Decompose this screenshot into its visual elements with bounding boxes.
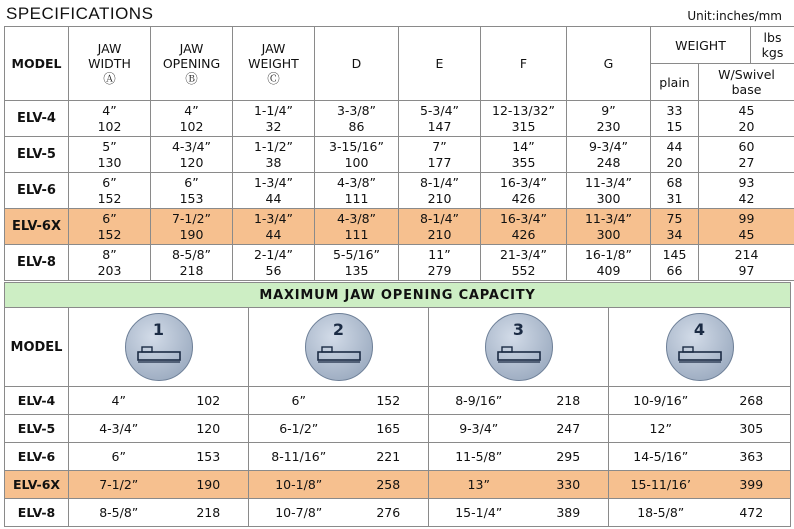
position-2-cell — [249, 308, 429, 387]
table-row — [5, 415, 791, 443]
model-cell: ELV-6 — [5, 443, 69, 471]
value-cell — [315, 245, 399, 281]
inch-value: 16-3/4” — [499, 174, 547, 190]
page-title: SPECIFICATIONS — [6, 4, 154, 23]
value-cell — [651, 209, 699, 245]
header-line: JAW — [97, 41, 122, 56]
metric-value: 399 — [713, 471, 791, 499]
inch-value: 11-5/8” — [429, 443, 529, 471]
metric-value: 34 — [666, 226, 683, 242]
metric-value: 102 — [169, 387, 249, 415]
inch-value: 4” — [184, 102, 199, 118]
metric-value: 56 — [265, 262, 282, 278]
metric-value: 363 — [713, 443, 791, 471]
position-number: 3 — [512, 320, 525, 339]
table-row — [5, 101, 794, 137]
value-cell — [481, 245, 567, 281]
metric-value: 44 — [265, 226, 282, 242]
inch-value: 9-3/4” — [429, 415, 529, 443]
inch-value: 2-1/4” — [253, 246, 294, 262]
value-cell — [699, 173, 794, 209]
metric-value: 426 — [511, 226, 536, 242]
value-cell — [399, 137, 481, 173]
inch-value: 4-3/4” — [171, 138, 212, 154]
inch-value: 8-5/8” — [171, 246, 212, 262]
metric-value: 300 — [596, 226, 621, 242]
value-cell — [233, 245, 315, 281]
metric-value: 44 — [265, 190, 282, 206]
metric-value: 153 — [169, 443, 249, 471]
inch-value: 15-1/4” — [429, 499, 529, 527]
position-3-cell — [429, 308, 609, 387]
inch-value: 3-15/16” — [329, 138, 384, 154]
plain-header: plain — [651, 64, 699, 101]
model-header: MODEL — [5, 308, 69, 387]
model-cell: ELV-5 — [5, 137, 69, 173]
value-cell — [399, 245, 481, 281]
metric-value: 20 — [666, 154, 683, 170]
value-cell — [481, 101, 567, 137]
capacity-table — [4, 282, 791, 527]
inch-value: 8-11/16” — [249, 443, 349, 471]
metric-value: 203 — [97, 262, 122, 278]
metric-value: 27 — [738, 154, 755, 170]
inch-value: 8” — [102, 246, 117, 262]
inch-value: 4-3/4” — [69, 415, 169, 443]
metric-value: 20 — [738, 118, 755, 134]
metric-value: 258 — [349, 471, 429, 499]
metric-value: 120 — [169, 415, 249, 443]
value-cell — [233, 173, 315, 209]
metric-value: 66 — [666, 262, 683, 278]
inch-value: 16-1/8” — [584, 246, 632, 262]
jaw-position-icon — [125, 313, 193, 381]
table-row — [5, 245, 794, 281]
position-number: 2 — [332, 320, 345, 339]
metric-value: 165 — [349, 415, 429, 443]
inch-value: 5” — [102, 138, 117, 154]
inch-value: 4” — [69, 387, 169, 415]
metric-value: 152 — [349, 387, 429, 415]
metric-value: 120 — [179, 154, 204, 170]
swivel-label: W/Swivel — [718, 67, 775, 82]
value-cell — [699, 101, 794, 137]
base-label: base — [731, 82, 762, 97]
metric-value: 426 — [511, 190, 536, 206]
model-cell: ELV-4 — [5, 101, 69, 137]
g-header: G — [567, 27, 651, 101]
f-header: F — [481, 27, 567, 101]
metric-value: 295 — [529, 443, 609, 471]
inch-value: 1-1/2” — [253, 138, 294, 154]
metric-value: 279 — [427, 262, 452, 278]
metric-value: 472 — [713, 499, 791, 527]
metric-value: 248 — [596, 154, 621, 170]
inch-value: 214 — [734, 246, 759, 262]
value-cell — [651, 101, 699, 137]
inch-value: 12” — [609, 415, 713, 443]
swivel-header — [699, 64, 794, 101]
value-cell — [69, 137, 151, 173]
inch-value: 11” — [428, 246, 451, 262]
value-cell — [315, 101, 399, 137]
value-cell — [69, 245, 151, 281]
value-cell — [399, 209, 481, 245]
inch-value: 60 — [738, 138, 755, 154]
inch-value: 11-3/4” — [584, 210, 632, 226]
inch-value: 4-3/8” — [336, 210, 377, 226]
inch-value: 10-1/8” — [249, 471, 349, 499]
metric-value: 111 — [344, 190, 369, 206]
inch-value: 5-3/4” — [419, 102, 460, 118]
metric-value: 177 — [427, 154, 452, 170]
metric-value: 31 — [666, 190, 683, 206]
value-cell — [651, 137, 699, 173]
inch-value: 12-13/32” — [492, 102, 555, 118]
weight-header: WEIGHT — [651, 27, 751, 64]
specifications-table — [4, 26, 794, 281]
inch-value: 9” — [601, 102, 616, 118]
jaw-width-header — [69, 27, 151, 101]
value-cell — [151, 209, 233, 245]
metric-value: 97 — [738, 262, 755, 278]
value-cell — [233, 209, 315, 245]
value-cell — [233, 137, 315, 173]
value-cell — [651, 245, 699, 281]
metric-value: 210 — [427, 226, 452, 242]
inch-value: 4” — [102, 102, 117, 118]
metric-value: 218 — [529, 387, 609, 415]
model-header: MODEL — [5, 27, 69, 101]
metric-value: 32 — [265, 118, 282, 134]
metric-value: 210 — [427, 190, 452, 206]
value-cell — [69, 101, 151, 137]
position-number: 1 — [152, 320, 165, 339]
table-row — [5, 209, 794, 245]
jaw-position-icon — [666, 313, 734, 381]
metric-value: 100 — [344, 154, 369, 170]
header-symbol: Ⓒ — [267, 71, 280, 86]
table-row — [5, 471, 791, 499]
inch-value: 45 — [738, 102, 755, 118]
metric-value: 45 — [738, 226, 755, 242]
inch-value: 93 — [738, 174, 755, 190]
metric-value: 268 — [713, 387, 791, 415]
value-cell — [315, 209, 399, 245]
metric-value: 111 — [344, 226, 369, 242]
header-symbol: Ⓐ — [103, 71, 116, 86]
inch-value: 4-3/8” — [336, 174, 377, 190]
metric-value: 38 — [265, 154, 282, 170]
inch-value: 14-5/16” — [609, 443, 713, 471]
inch-value: 15-11/16’ — [609, 471, 713, 499]
value-cell — [699, 137, 794, 173]
inch-value: 9-3/4” — [588, 138, 629, 154]
metric-value: 409 — [596, 262, 621, 278]
inch-value: 75 — [666, 210, 683, 226]
header-line: WEIGHT — [248, 56, 299, 71]
inch-value: 145 — [662, 246, 687, 262]
value-cell — [481, 173, 567, 209]
kgs-label: kgs — [761, 45, 784, 60]
inch-value: 7” — [432, 138, 447, 154]
inch-value: 6” — [184, 174, 199, 190]
metric-value: 300 — [596, 190, 621, 206]
metric-value: 130 — [97, 154, 122, 170]
value-cell — [399, 101, 481, 137]
metric-value: 218 — [169, 499, 249, 527]
lbs-label: lbs — [763, 30, 782, 45]
metric-value: 221 — [349, 443, 429, 471]
header-line: JAW — [261, 41, 286, 56]
inch-value: 68 — [666, 174, 683, 190]
unit-header — [751, 27, 794, 64]
inch-value: 1-1/4” — [253, 102, 294, 118]
metric-value: 147 — [427, 118, 452, 134]
jaw-opening-header — [151, 27, 233, 101]
inch-value: 7-1/2” — [171, 210, 212, 226]
metric-value: 42 — [738, 190, 755, 206]
metric-value: 190 — [179, 226, 204, 242]
position-1-cell — [69, 308, 249, 387]
value-cell — [699, 245, 794, 281]
capacity-banner: MAXIMUM JAW OPENING CAPACITY — [5, 283, 791, 308]
inch-value: 7-1/2” — [69, 471, 169, 499]
inch-value: 21-3/4” — [499, 246, 547, 262]
inch-value: 8-5/8” — [69, 499, 169, 527]
header-line: JAW — [179, 41, 204, 56]
inch-value: 8-9/16” — [429, 387, 529, 415]
inch-value: 6” — [69, 443, 169, 471]
metric-value: 355 — [511, 154, 536, 170]
value-cell — [567, 101, 651, 137]
value-cell — [567, 245, 651, 281]
value-cell — [651, 173, 699, 209]
inch-value: 33 — [666, 102, 683, 118]
inch-value: 1-3/4” — [253, 174, 294, 190]
metric-value: 218 — [179, 262, 204, 278]
jaw-weight-header — [233, 27, 315, 101]
table-row — [5, 499, 791, 527]
header-line: WIDTH — [88, 56, 131, 71]
metric-value: 102 — [179, 118, 204, 134]
inch-value: 8-1/4” — [419, 210, 460, 226]
metric-value: 153 — [179, 190, 204, 206]
inch-value: 5-5/16” — [332, 246, 380, 262]
unit-label: Unit:inches/mm — [687, 9, 782, 23]
metric-value: 330 — [529, 471, 609, 499]
model-cell: ELV-8 — [5, 245, 69, 281]
value-cell — [399, 173, 481, 209]
inch-value: 16-3/4” — [499, 210, 547, 226]
inch-value: 99 — [738, 210, 755, 226]
header-line: OPENING — [162, 56, 221, 71]
jaw-position-icon — [485, 313, 553, 381]
table-row — [5, 137, 794, 173]
jaw-position-icon — [305, 313, 373, 381]
model-cell: ELV-6X — [5, 209, 69, 245]
inch-value: 18-5/8” — [609, 499, 713, 527]
metric-value: 190 — [169, 471, 249, 499]
inch-value: 6” — [249, 387, 349, 415]
table-row — [5, 173, 794, 209]
position-number: 4 — [693, 320, 706, 339]
value-cell — [567, 137, 651, 173]
value-cell — [567, 209, 651, 245]
inch-value: 13” — [429, 471, 529, 499]
metric-value: 389 — [529, 499, 609, 527]
metric-value: 315 — [511, 118, 536, 134]
header-symbol: Ⓑ — [185, 71, 198, 86]
inch-value: 6” — [102, 174, 117, 190]
value-cell — [151, 101, 233, 137]
e-header: E — [399, 27, 481, 101]
inch-value: 10-9/16” — [609, 387, 713, 415]
metric-value: 86 — [348, 118, 365, 134]
metric-value: 230 — [596, 118, 621, 134]
d-header: D — [315, 27, 399, 101]
metric-value: 152 — [97, 190, 122, 206]
inch-value: 3-3/8” — [336, 102, 377, 118]
metric-value: 15 — [666, 118, 683, 134]
metric-value: 135 — [344, 262, 369, 278]
inch-value: 6” — [102, 210, 117, 226]
inch-value: 44 — [666, 138, 683, 154]
model-cell: ELV-4 — [5, 387, 69, 415]
metric-value: 276 — [349, 499, 429, 527]
model-cell: ELV-6 — [5, 173, 69, 209]
metric-value: 247 — [529, 415, 609, 443]
position-4-cell — [609, 308, 791, 387]
value-cell — [69, 173, 151, 209]
value-cell — [481, 137, 567, 173]
inch-value: 1-3/4” — [253, 210, 294, 226]
model-cell: ELV-8 — [5, 499, 69, 527]
inch-value: 8-1/4” — [419, 174, 460, 190]
inch-value: 11-3/4” — [584, 174, 632, 190]
table-row — [5, 387, 791, 415]
value-cell — [699, 209, 794, 245]
model-cell: ELV-5 — [5, 415, 69, 443]
metric-value: 152 — [97, 226, 122, 242]
value-cell — [315, 173, 399, 209]
value-cell — [481, 209, 567, 245]
value-cell — [69, 209, 151, 245]
inch-value: 14” — [512, 138, 535, 154]
metric-value: 305 — [713, 415, 791, 443]
value-cell — [151, 173, 233, 209]
inch-value: 6-1/2” — [249, 415, 349, 443]
value-cell — [151, 245, 233, 281]
value-cell — [567, 173, 651, 209]
metric-value: 552 — [511, 262, 536, 278]
value-cell — [151, 137, 233, 173]
inch-value: 10-7/8” — [249, 499, 349, 527]
value-cell — [233, 101, 315, 137]
value-cell — [315, 137, 399, 173]
model-cell: ELV-6X — [5, 471, 69, 499]
metric-value: 102 — [97, 118, 122, 134]
table-row — [5, 443, 791, 471]
